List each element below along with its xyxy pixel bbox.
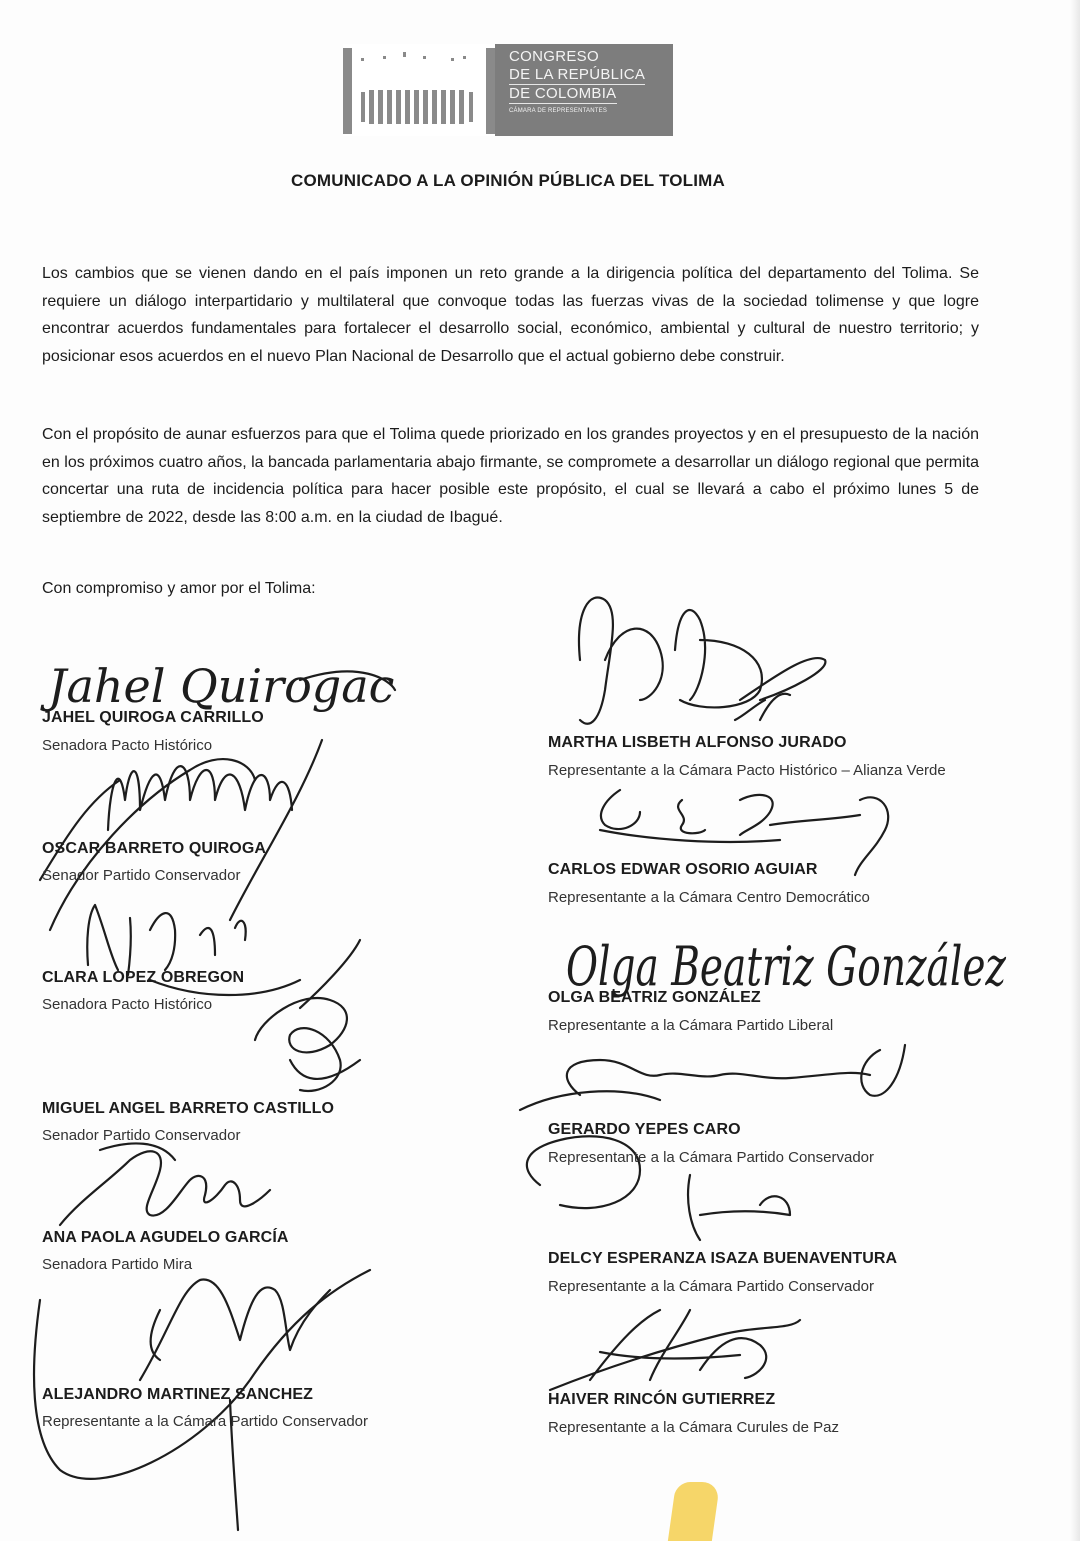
signatory-name-haiver: HAIVER RINCÓN GUTIERREZ (548, 1391, 776, 1408)
signatory-role-haiver: Representante a la Cámara Curules de Paz (548, 1419, 839, 1436)
signatory-name-gerardo: GERARDO YEPES CARO (548, 1121, 741, 1138)
body-paragraph-1: Los cambios que se vienen dando en el país imponen un reto grande a la dirigencia política del departamento del Tolima. Se requiere un diálogo interpartidario y multilateral que convoque todas las fuerzas vivas de la sociedad tolimense y que logre encontrar acuerdos fundamentales para fortalecer el desarrollo social, económico, ambiental y cultural de nuestro territorio; y posicionar esos acuerdos en el nuevo Plan Nacional de Desarrollo que el actual gobierno debe construir. (42, 265, 979, 365)
signatory-role-martha: Representante a la Cámara Pacto Histórico – Alianza Verde (548, 762, 946, 779)
signatory-name-carlos: CARLOS EDWAR OSORIO AGUIAR (548, 861, 818, 878)
signatory-name-clara: CLARA LOPEZ OBREGON (42, 969, 245, 986)
signatory-name-miguel: MIGUEL ANGEL BARRETO CASTILLO (42, 1100, 335, 1117)
congress-logo-text (495, 44, 673, 136)
signature-olga: Olga Beatriz González (566, 935, 1007, 998)
congress-logo (343, 44, 673, 136)
signatory-name-olga: OLGA BEATRIZ GONZÁLEZ (548, 989, 761, 1006)
logo-line-4: CÁMARA DE REPRESENTANTES (509, 108, 608, 114)
signatory-role-ana-paola: Senadora Partido Mira (42, 1256, 193, 1273)
signatory-name-jahel: JAHEL QUIROGA CARRILLO (42, 709, 264, 726)
yellow-highlight-mark (668, 1482, 720, 1541)
signatory-role-delcy: Representante a la Cámara Partido Conservador (548, 1278, 875, 1295)
signatory-role-clara: Senadora Pacto Histórico (42, 996, 213, 1013)
signatory-role-miguel: Senador Partido Conservador (42, 1127, 241, 1144)
signatory-name-martha: MARTHA LISBETH ALFONSO JURADO (548, 734, 847, 751)
signatory-name-delcy: DELCY ESPERANZA ISAZA BUENAVENTURA (548, 1250, 898, 1267)
signatory-name-ana-paola: ANA PAOLA AGUDELO GARCÍA (42, 1229, 289, 1246)
signatory-role-olga: Representante a la Cámara Partido Liberal (548, 1017, 834, 1034)
signatory-role-oscar: Senador Partido Conservador (42, 867, 241, 884)
capitol-building-icon (343, 44, 495, 136)
signatory-role-alejandro: Representante a la Cámara Partido Conservador (42, 1413, 369, 1430)
closing-line: Con compromiso y amor por el Tolima: (42, 580, 316, 597)
signatory-name-oscar: OSCAR BARRETO QUIROGA (42, 840, 267, 857)
signatory-name-alejandro: ALEJANDRO MARTINEZ SANCHEZ (42, 1386, 314, 1403)
signatory-role-jahel: Senadora Pacto Histórico (42, 737, 213, 754)
signatory-role-gerardo: Representante a la Cámara Partido Conservador (548, 1149, 875, 1166)
signatory-role-carlos: Representante a la Cámara Centro Democrático (548, 889, 870, 906)
body-paragraph-2: Con el propósito de aunar esfuerzos para que el Tolima quede priorizado en los grandes proyectos y en el presupuesto de la nación en los próximos cuatro años, la bancada parlamentaria abajo firmante, se compromete a desarrollar un diálogo regional que permita concertar una ruta de incidencia política para hacer posible este propósito, el cual se llevará a cabo el próximo lunes 5 de septiembre de 2022, desde las 8:00 a.m. en la ciudad de Ibagué. (42, 426, 979, 526)
signature-jahel: Jahel Quirogac (48, 659, 395, 713)
document-title: COMUNICADO A LA OPINIÓN PÚBLICA DEL TOLIMA (290, 171, 726, 190)
logo-line-2: DE LA REPÚBLICA (509, 66, 646, 83)
logo-line-3: DE COLOMBIA (509, 85, 617, 102)
logo-line-1: CONGRESO (509, 48, 599, 65)
